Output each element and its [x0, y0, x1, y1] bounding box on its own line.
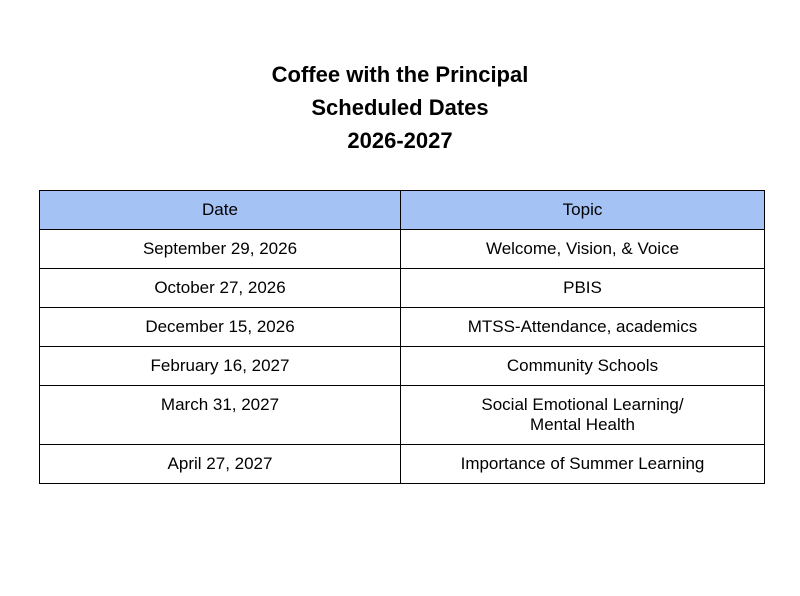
table-row: [40, 230, 765, 269]
topic-cell: [401, 386, 765, 445]
table-row: [40, 386, 765, 445]
date-cell: October 27, 2026: [40, 269, 401, 308]
topic-line: Community Schools: [506, 356, 659, 375]
schedule-table: [39, 190, 765, 484]
topic-line: Importance of Summer Learning: [460, 454, 705, 473]
topic-column-header: Topic: [401, 191, 765, 230]
table-body: [40, 230, 765, 484]
date-cell: September 29, 2026: [40, 230, 401, 269]
topic-line: MTSS-Attendance, academics: [467, 317, 698, 336]
table-row: [40, 445, 765, 484]
topic-line: PBIS: [563, 278, 602, 297]
table-row: [40, 269, 765, 308]
topic-cell: [401, 230, 765, 269]
table-row: [40, 347, 765, 386]
topic-line: Welcome, Vision, & Voice: [485, 239, 680, 258]
date-cell: March 31, 2027: [40, 386, 401, 445]
topic-cell: [401, 269, 765, 308]
table-header-row: [40, 191, 765, 230]
topic-line: Social Emotional Learning/: [481, 395, 684, 414]
date-cell: December 15, 2026: [40, 308, 401, 347]
date-cell: February 16, 2027: [40, 347, 401, 386]
topic-cell: [401, 445, 765, 484]
title-line-subtitle: Scheduled Dates: [311, 95, 489, 120]
table-row: [40, 308, 765, 347]
topic-cell: [401, 347, 765, 386]
date-column-header: Date: [40, 191, 401, 230]
date-cell: April 27, 2027: [40, 445, 401, 484]
title-line-school-year: 2026-2027: [347, 128, 453, 153]
topic-line: Mental Health: [530, 415, 635, 434]
document-title: [0, 58, 800, 157]
topic-cell: [401, 308, 765, 347]
title-line-event: Coffee with the Principal: [271, 62, 529, 87]
